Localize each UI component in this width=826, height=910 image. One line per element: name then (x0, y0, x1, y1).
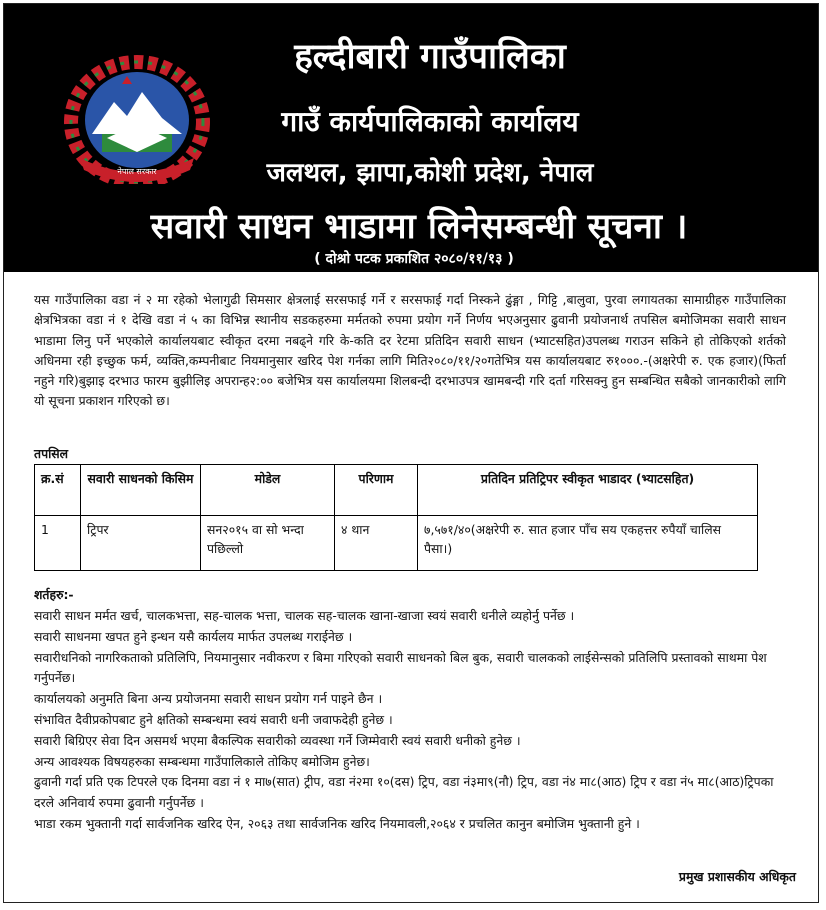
col-header-serial: क्र.सं (35, 465, 81, 516)
term-item: सवारीधनिको नागरिकताको प्रतिलिपि, नियमानुसार नवीकरण र बिमा गरिएको सवारी साधनको बिल बुक, सवारी चालकको लाईसेन्सको प्रतिलिपि प्रस्तावको साथमा पेश गर्नुपर्नेछ। (34, 649, 767, 686)
signature-title: प्रमुख प्रशासकीय अधिकृत (678, 869, 796, 884)
term-item: सवारी बिग्रिएर सेवा दिन असमर्थ भएमा बैकल्पिक सवारीको व्यवस्था गर्ने जिम्मेवारी स्वयं सवारी धनीको हुनेछ । (34, 732, 521, 748)
org-name: हल्दीबारी गाउँपालिका (294, 37, 566, 77)
term-item: सवारी साधन मर्मत खर्च, चालकभत्ता, सह-चालक भत्ता, चालक सह-चालक खाना-खाजा स्वयं सवारी धनीले व्यहोर्नु पर्नेछ । (34, 608, 575, 623)
term-item: संभावित दैवीप्रकोपबाट हुने क्षतिको सम्बन्धमा स्वयं सवारी धनी जवाफदेही हुनेछ । (34, 711, 393, 727)
term-item: ढुवानी गर्दा प्रति एक टिपरले एक दिनमा वडा नं १ मा७(सात) ट्रीप, वडा नं२मा १०(दस) ट्रिप, वडा नं३मा९(नौ) ट्रिप, वडा नं४ मा८(आठ) ट्रिप र वडा नं५ मा८(आठ)ट्रिपका दरले अनिवार्य रुपमा ढुवानी गर्नुपर्नेछ । (34, 774, 774, 811)
table-header-row (35, 465, 758, 516)
cell-serial: 1 (35, 516, 81, 571)
office-address: जलथल, झापा,कोशी प्रदेश, नेपाल (266, 158, 594, 188)
terms-list (34, 606, 794, 835)
cell-vehicle-type: ट्रिपर (81, 516, 201, 571)
header-banner (4, 4, 818, 272)
term-item: अन्य आवश्यक विषयहरुका सम्बन्धमा गाउँपालिकाले तोकिए बमोजिम हुनेछ। (34, 753, 370, 769)
terms-title: शर्तहरु:- (34, 587, 74, 602)
cell-rate: ७,५७१/४०(अक्षरेपी रु. सात हजार पाँच सय एकहत्तर रुपैयाँ चालिस पैसा।) (418, 516, 758, 571)
nepal-emblem-icon (62, 54, 212, 184)
emblem-motto: नेपाल सरकार (117, 167, 157, 176)
table-row (35, 516, 758, 571)
col-header-quantity: परिणाम (335, 465, 418, 516)
intro-paragraph: यस गाउँपालिका वडा नं २ मा रहेको भेलागुढी सिमसार क्षेत्रलाई सरसफाई गर्ने र सरसफाई गर्दा निस्कने ढुंङ्गा , गिट्टि ,बालुवा, पुरवा लगायतका सामाग्रीहरु गाउँपालिका क्षेत्रभित्रका वडा नं १ देखि वडा नं ५ का विभिन्न स्थानीय सडकहरुमा मर्मतको रुपमा प्रयोग गर्ने निर्णय भएअनुसार ढुवानी प्रयोजनार्थ तपसिल बमोजिमका सवारी साधन भाडामा लिनु पर्ने भएकोले कार्यालयबाट स्वीकृत दरमा नबढ्ने गरि के-कति दर रेटमा प्रतिदिन सवारी साधन (भ्याटसहित)उपलब्ध गराउन सकिने हो तोकिएको शर्तको अधिनमा रही इच्छुक फर्म, व्यक्ति,कम्पनीबाट नियमानुसार खरिद पेश गर्नका लागि मिति२०८०/११/२०गतेभित्र यस कार्यालयबाट रु१०००.-(अक्षरेपी रु. एक हजार)(फिर्ता नहुने गरि)बुझाइ दरभाउ फारम बुझीलिइ अपरान्ह२:०० बजेभित्र यस कार्यालयमा शिलबन्दी दरभाउपत्र खामबन्दी गरि दर्ता गरिसक्नु हुन सम्बन्धित सबैको जानकारीको लागि यो सूचना प्रकाशन गरिएको छ। (34, 292, 786, 409)
col-header-vehicle-type: सवारी साधनको किसिम (81, 465, 201, 516)
col-header-rate: प्रतिदिन प्रतिट्रिपर स्वीकृत भाडादर (भ्याटसहित) (418, 465, 758, 516)
term-item: भाडा रकम भुक्तानी गर्दा सार्वजनिक खरिद ऐन, २०६३ तथा सार्वजनिक खरिद नियमावली,२०६४ र प्रचलित कानुन बमोजिम भुक्तानी हुने । (34, 815, 640, 831)
vehicle-table (34, 464, 758, 571)
cell-model: सन२०१५ वा सो भन्दा पछिल्लो (201, 516, 335, 571)
cell-quantity: ४ थान (335, 516, 418, 571)
table-label: तपसिल (34, 446, 69, 461)
office-name: गाउँ कार्यपालिकाको कार्यालय (281, 105, 579, 138)
term-item: सवारी साधनमा खपत हुने इन्धन यसै कार्यलय मार्फत उपलब्ध गराईनेछ । (34, 628, 353, 644)
term-item: कार्यालयको अनुमति बिना अन्य प्रयोजनमा सवारी साधन प्रयोग गर्न पाइने छैन । (34, 691, 383, 707)
notice-title: सवारी साधन भाडामा लिनेसम्बन्धी सूचना । (150, 207, 688, 247)
col-header-model: मोडेल (201, 465, 335, 516)
publish-note: ( दोश्रो पटक प्रकाशित २०८०/११/१३ ) (314, 251, 514, 267)
